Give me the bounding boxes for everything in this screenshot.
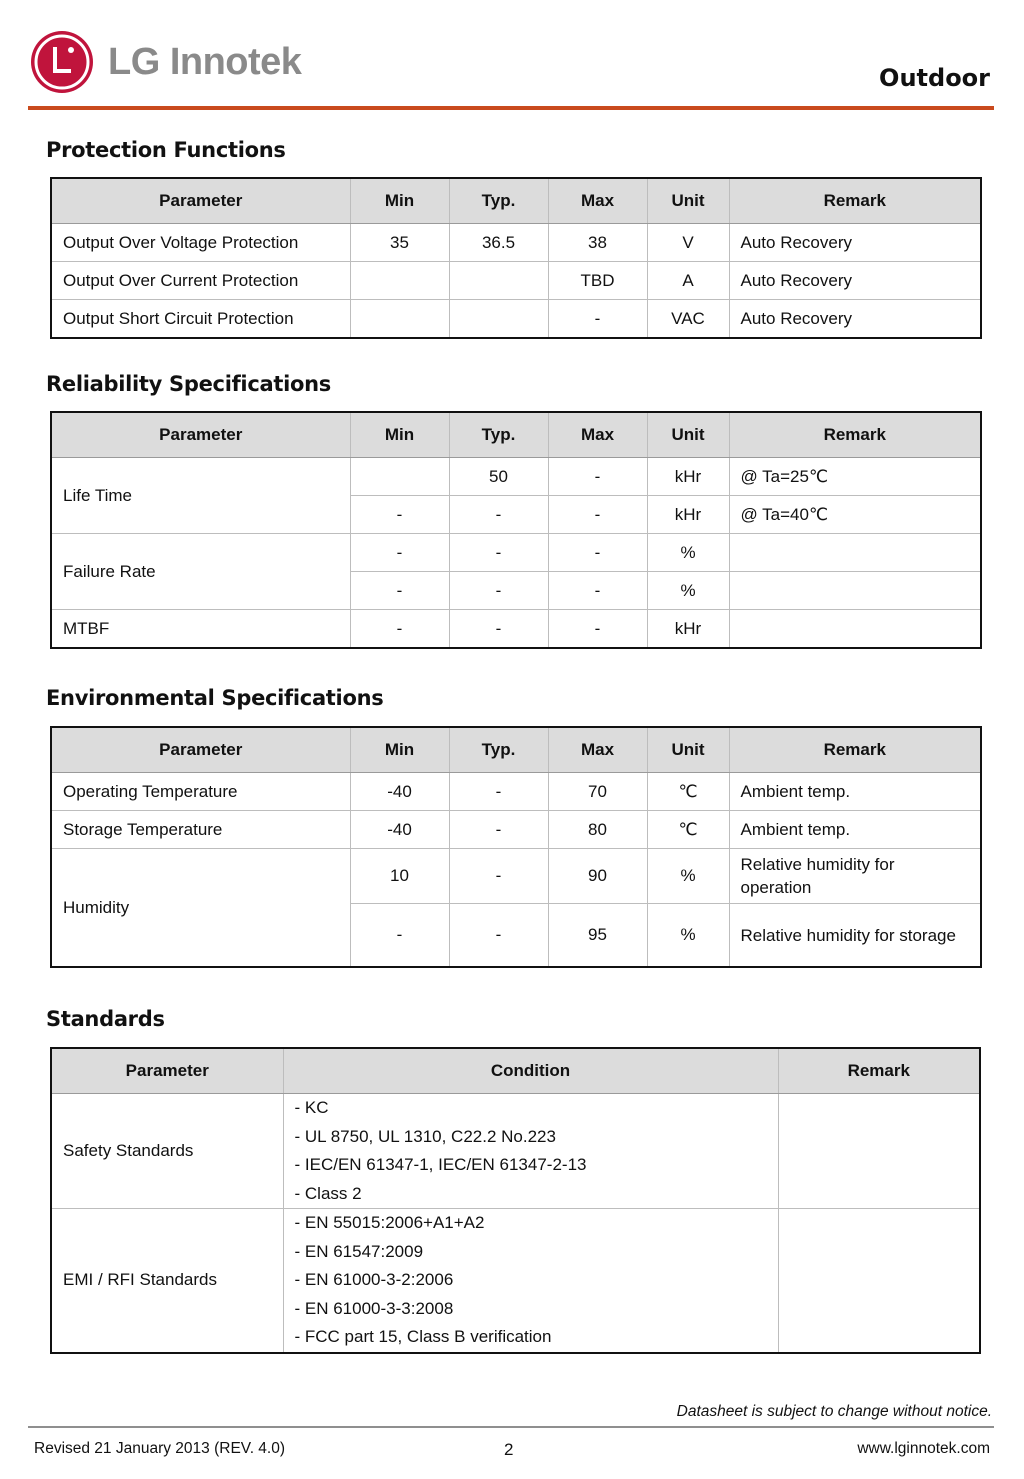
table-header-row [51, 727, 981, 773]
section-title-environmental: Environmental Specifications [46, 686, 384, 710]
condition-line: - EN 61000-3-2:2006 [294, 1270, 454, 1289]
table-row [51, 224, 981, 262]
condition-line: - KC [294, 1098, 329, 1117]
column-header: Unit [647, 412, 729, 458]
remark-cell [729, 610, 981, 649]
max-cell: 80 [548, 811, 647, 849]
website-link[interactable]: www.lginnotek.com [857, 1440, 990, 1457]
typ-cell: - [449, 534, 548, 572]
typ-cell [449, 262, 548, 300]
max-cell: TBD [548, 262, 647, 300]
typ-cell: - [449, 610, 548, 649]
typ-cell: - [449, 773, 548, 811]
param-cell: MTBF [51, 610, 350, 649]
unit-cell: kHr [647, 496, 729, 534]
column-header: Typ. [449, 727, 548, 773]
column-header: Min [350, 727, 449, 773]
condition-line: - EN 61547:2009 [294, 1241, 424, 1261]
remark-cell: @ Ta=40℃ [729, 496, 981, 534]
typ-cell: - [449, 904, 548, 968]
param-cell: Operating Temperature [51, 773, 350, 811]
protection-table [50, 177, 982, 339]
typ-cell: - [449, 572, 548, 610]
min-cell: -40 [350, 773, 449, 811]
condition-line: - IEC/EN 61347-1, IEC/EN 61347-2-13 [294, 1155, 587, 1174]
environmental-table [50, 726, 982, 968]
typ-cell: - [449, 849, 548, 904]
unit-cell: kHr [647, 458, 729, 496]
column-header: Min [350, 178, 449, 224]
page-header [0, 0, 1024, 112]
remark-cell: Ambient temp. [729, 773, 981, 811]
column-header: Min [350, 412, 449, 458]
column-header: Remark [729, 727, 981, 773]
min-cell: 10 [350, 849, 449, 904]
unit-cell: VAC [647, 300, 729, 339]
lg-logo-icon [30, 30, 94, 94]
min-cell: - [350, 572, 449, 610]
remark-cell: Auto Recovery [729, 224, 981, 262]
max-cell: 70 [548, 773, 647, 811]
remark-cell: @ Ta=25℃ [729, 458, 981, 496]
header-divider [28, 106, 994, 110]
document-category: Outdoor [879, 64, 990, 92]
disclaimer-note: Datasheet is subject to change without notice. [676, 1403, 992, 1420]
condition-cell [283, 1209, 778, 1353]
revision-info: Revised 21 January 2013 (REV. 4.0) [34, 1440, 286, 1457]
condition-line: - Class 2 [294, 1183, 362, 1203]
unit-cell: kHr [647, 610, 729, 649]
column-header: Max [548, 178, 647, 224]
section-title-standards: Standards [46, 1007, 165, 1031]
unit-cell: % [647, 904, 729, 968]
column-header: Unit [647, 727, 729, 773]
footer-divider [28, 1426, 994, 1428]
column-header: Remark [729, 412, 981, 458]
max-cell: - [548, 610, 647, 649]
column-header: Parameter [51, 1048, 283, 1094]
column-header: Parameter [51, 727, 350, 773]
max-cell: - [548, 534, 647, 572]
column-header: Typ. [449, 412, 548, 458]
param-cell: Output Short Circuit Protection [51, 300, 350, 339]
remark-cell: Auto Recovery [729, 262, 981, 300]
column-header: Typ. [449, 178, 548, 224]
table-header-row [51, 178, 981, 224]
column-header: Remark [778, 1048, 980, 1094]
condition-cell [283, 1094, 778, 1209]
max-cell: 38 [548, 224, 647, 262]
param-cell: Failure Rate [51, 534, 350, 610]
min-cell [350, 300, 449, 339]
min-cell: - [350, 496, 449, 534]
typ-cell: - [449, 811, 548, 849]
typ-cell: - [449, 496, 548, 534]
remark-cell: Relative humidity for storage [729, 904, 981, 968]
unit-cell: % [647, 534, 729, 572]
column-header: Parameter [51, 178, 350, 224]
min-cell: - [350, 534, 449, 572]
table-row [51, 262, 981, 300]
lg-innotek-logo [30, 30, 330, 94]
remark-cell: Auto Recovery [729, 300, 981, 339]
param-cell: Output Over Current Protection [51, 262, 350, 300]
table-row [51, 300, 981, 339]
section-title-protection: Protection Functions [46, 138, 286, 162]
max-cell: - [548, 496, 647, 534]
max-cell: - [548, 300, 647, 339]
table-row [51, 534, 981, 572]
table-row [51, 458, 981, 496]
unit-cell: % [647, 849, 729, 904]
min-cell: - [350, 904, 449, 968]
remark-cell [729, 534, 981, 572]
max-cell: - [548, 572, 647, 610]
unit-cell: V [647, 224, 729, 262]
param-cell: Output Over Voltage Protection [51, 224, 350, 262]
table-header-row [51, 1048, 980, 1094]
column-header: Parameter [51, 412, 350, 458]
page-number: 2 [504, 1440, 514, 1459]
table-row [51, 811, 981, 849]
min-cell: 35 [350, 224, 449, 262]
column-header: Max [548, 727, 647, 773]
max-cell: 95 [548, 904, 647, 968]
table-row [51, 773, 981, 811]
min-cell [350, 262, 449, 300]
column-header: Unit [647, 178, 729, 224]
param-cell: Storage Temperature [51, 811, 350, 849]
condition-line: - UL 8750, UL 1310, C22.2 No.223 [294, 1126, 556, 1146]
table-row [51, 849, 981, 904]
condition-line: - EN 55015:2006+A1+A2 [294, 1213, 485, 1232]
param-cell: Life Time [51, 458, 350, 534]
remark-cell [778, 1209, 980, 1353]
remark-cell [729, 572, 981, 610]
unit-cell: % [647, 572, 729, 610]
column-header: Max [548, 412, 647, 458]
condition-line: - FCC part 15, Class B verification [294, 1327, 552, 1346]
remark-cell: Ambient temp. [729, 811, 981, 849]
typ-cell: 36.5 [449, 224, 548, 262]
remark-cell [778, 1094, 980, 1209]
remark-cell: Relative humidity for operation [729, 849, 981, 904]
table-row [51, 610, 981, 649]
param-cell: Humidity [51, 849, 350, 968]
standards-table [50, 1047, 981, 1354]
reliability-table [50, 411, 982, 649]
column-header: Condition [283, 1048, 778, 1094]
brand-name: LG Innotek [108, 40, 302, 83]
section-title-reliability: Reliability Specifications [46, 372, 331, 396]
unit-cell: ℃ [647, 811, 729, 849]
table-row [51, 1209, 980, 1353]
max-cell: 90 [548, 849, 647, 904]
param-cell: EMI / RFI Standards [51, 1209, 283, 1353]
typ-cell: 50 [449, 458, 548, 496]
condition-line: - EN 61000-3-3:2008 [294, 1298, 454, 1318]
max-cell: - [548, 458, 647, 496]
column-header: Remark [729, 178, 981, 224]
table-row [51, 1094, 980, 1209]
min-cell [350, 458, 449, 496]
table-header-row [51, 412, 981, 458]
param-cell: Safety Standards [51, 1094, 283, 1209]
min-cell: -40 [350, 811, 449, 849]
unit-cell: ℃ [647, 773, 729, 811]
typ-cell [449, 300, 548, 339]
unit-cell: A [647, 262, 729, 300]
min-cell: - [350, 610, 449, 649]
